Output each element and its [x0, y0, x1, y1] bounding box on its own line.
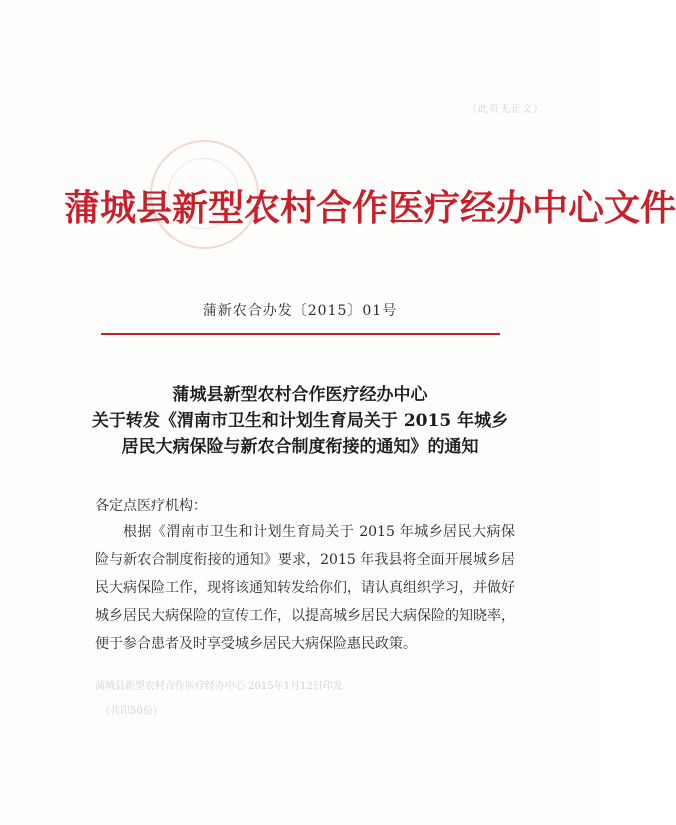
bleed-through-issue-line: 蒲城县新型农村合作医疗经办中心 2015年1月12日印发: [95, 681, 343, 692]
salutation: 各定点医疗机构：: [95, 498, 207, 514]
red-divider-line: [101, 333, 500, 335]
body-paragraph: 根据《渭南市卫生和计划生育局关于 2015 年城乡居民大病保险与新农合制度衔接的通知》要求，2015 年我县将全面开展城乡居民大病保险工作，现将该通知转发给你们，请认真组织学习，并做好城乡居民大病保险的宣传工作，以提高城乡居民大病保险的知晓率，便于参合患者及时享受城乡居民大病保险惠民政策。: [95, 524, 515, 652]
heading-line-1: 蒲城县新型农村合作医疗经办中心: [172, 385, 428, 405]
heading-line-3: 居民大病保险与新农合制度衔接的通知》的通知: [121, 437, 479, 457]
bleed-through-copy-count: （共印50份）: [100, 706, 163, 717]
document-title: 蒲城县新型农村合作医疗经办中心文件: [64, 187, 676, 229]
heading-line-2: 关于转发《渭南市卫生和计划生育局关于 2015 年城乡: [91, 411, 509, 431]
document-number: 蒲新农合办发〔2015〕01号: [202, 303, 398, 319]
notice-heading: [60, 382, 540, 460]
bleed-through-note: （此页无正文）: [467, 104, 544, 115]
